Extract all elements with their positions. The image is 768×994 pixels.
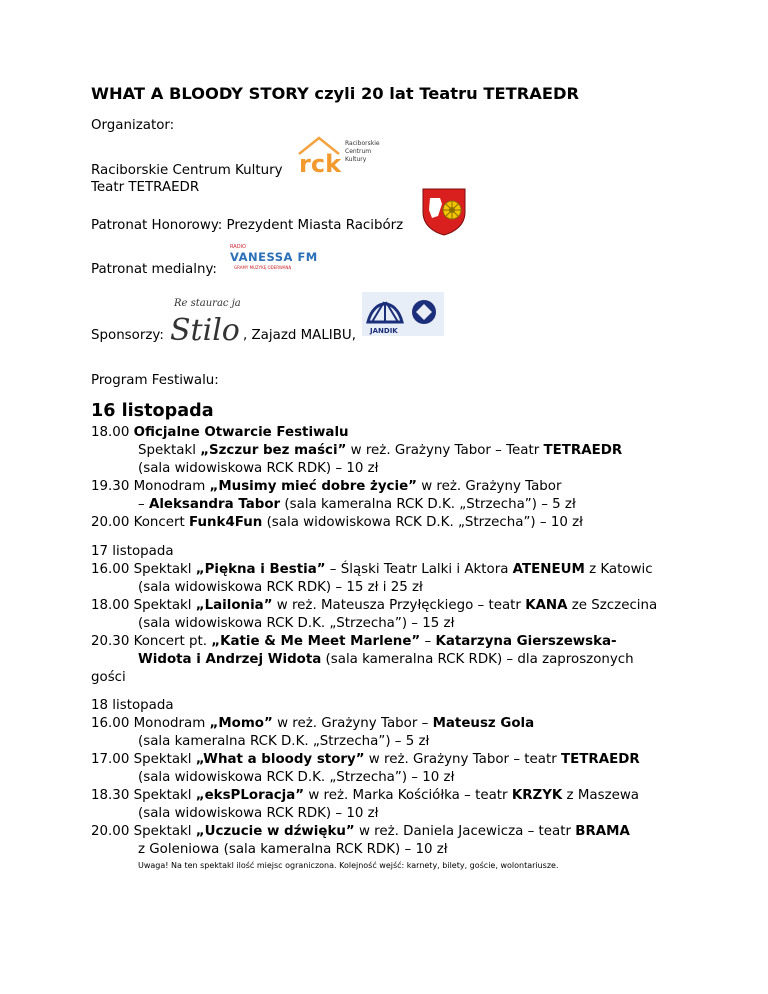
organizer-label: Organizator: xyxy=(91,118,175,133)
day2-line-3: 18.00 Spektakl „Lailonia” w reż. Mateusza Przyłęckiego – teatr KANA ze Szczecina xyxy=(91,598,658,613)
day1-heading: 16 listopada xyxy=(91,401,214,421)
organizer-line2: Teatr TETRAEDR xyxy=(91,180,200,195)
jandik-text: JANDIK xyxy=(370,327,398,335)
day3-line-4: (sala widowiskowa RCK D.K. „Strzecha”) – 10 zł xyxy=(138,770,455,785)
day3-line-6: (sala widowiskowa RCK RDK) – 10 zł xyxy=(138,806,379,821)
day3-line-5: 18.30 Spektakl „eksPLoracja” w reż. Marka Kościółka – teatr KRZYK z Maszewa xyxy=(91,788,639,803)
organizer-line1: Raciborskie Centrum Kultury xyxy=(91,163,283,178)
rck-caption-2: Centrum xyxy=(345,148,372,155)
day3-line-7: 20.00 Spektakl „Uczucie w dźwięku” w reż. Daniela Jacewicza – teatr BRAMA xyxy=(91,824,630,839)
honorary-patronage: Patronat Honorowy: Prezydent Miasta Racibórz xyxy=(91,218,404,233)
day3-heading: 18 listopada xyxy=(91,698,174,713)
rck-logo-letters: rck xyxy=(299,150,342,176)
day2-line-4: (sala widowiskowa RCK D.K. „Strzecha”) – 15 zł xyxy=(138,616,455,631)
day2-line-2: (sala widowiskowa RCK RDK) – 15 zł i 25 zł xyxy=(138,580,423,595)
day1-line-1: 18.00 Oficjalne Otwarcie Festiwalu xyxy=(91,425,349,440)
day1-line-3: (sala widowiskowa RCK RDK) – 10 zł xyxy=(138,461,379,476)
sponsors-label: Sponsorzy: xyxy=(91,328,164,343)
day2-line-1: 16.00 Spektakl „Piękna i Bestia” – Śląski Teatr Lalki i Aktora ATENEUM z Katowic xyxy=(91,562,653,577)
stilo-main: Stilo xyxy=(170,313,240,346)
day1-line-4: 19.30 Monodram „Musimy mieć dobre życie” w reż. Grażyny Tabor xyxy=(91,479,562,494)
page-title: WHAT A BLOODY STORY czyli 20 lat Teatru TETRAEDR xyxy=(91,84,580,103)
day3-line-8: z Goleniowa (sala kameralna RCK RDK) – 10 zł xyxy=(138,842,448,857)
media-patronage: Patronat medialny: xyxy=(91,262,217,277)
jandik-logo xyxy=(362,292,444,336)
stilo-top: Re staurac ja xyxy=(174,298,241,309)
sponsors-rest: , Zajazd MALIBU, xyxy=(243,328,356,343)
vanessa-sub: GRAMY MUZYKĘ ODERWANĄ xyxy=(234,265,292,270)
rck-caption-1: Raciborskie xyxy=(345,140,380,147)
stilo-logo xyxy=(168,294,250,346)
raciborz-coat-of-arms-icon xyxy=(420,186,468,236)
vanessa-radio-small: RADIO xyxy=(230,244,246,250)
day2-line-6: Widota i Andrzej Widota (sala kameralna RCK RDK) – dla zaproszonych xyxy=(138,652,634,667)
rck-caption-3: Kultury xyxy=(345,156,367,163)
day3-line-3: 17.00 Spektakl „What a bloody story” w reż. Grażyny Tabor – teatr TETRAEDR xyxy=(91,752,640,767)
day3-line-1: 16.00 Monodram „Momo” w reż. Grażyny Tabor – Mateusz Gola xyxy=(91,716,535,731)
program-label: Program Festiwalu: xyxy=(91,373,219,388)
day2-line-7: gości xyxy=(91,670,126,685)
vanessa-name: VANESSA FM xyxy=(230,250,318,264)
day3-line-2: (sala kameralna RCK D.K. „Strzecha”) – 5 zł xyxy=(138,734,430,749)
vanessa-fm-logo xyxy=(226,240,340,274)
day2-heading: 17 listopada xyxy=(91,544,174,559)
day3-note: Uwaga! Na ten spektakl ilość miejsc ograniczona. Kolejność wejść: karnety, bilety, goście, wolontariusze. xyxy=(138,861,559,870)
day1-line-6: 20.00 Koncert Funk4Fun (sala widowiskowa RCK D.K. „Strzecha”) – 10 zł xyxy=(91,515,583,530)
rck-logo xyxy=(297,132,389,176)
day2-line-5: 20.30 Koncert pt. „Katie & Me Meet Marlene” – Katarzyna Gierszewska- xyxy=(91,634,617,649)
day1-line-2: Spektakl „Szczur bez maści” w reż. Grażyny Tabor – Teatr TETRAEDR xyxy=(138,443,623,458)
day1-line-5: – Aleksandra Tabor (sala kameralna RCK D.K. „Strzecha”) – 5 zł xyxy=(138,497,576,512)
